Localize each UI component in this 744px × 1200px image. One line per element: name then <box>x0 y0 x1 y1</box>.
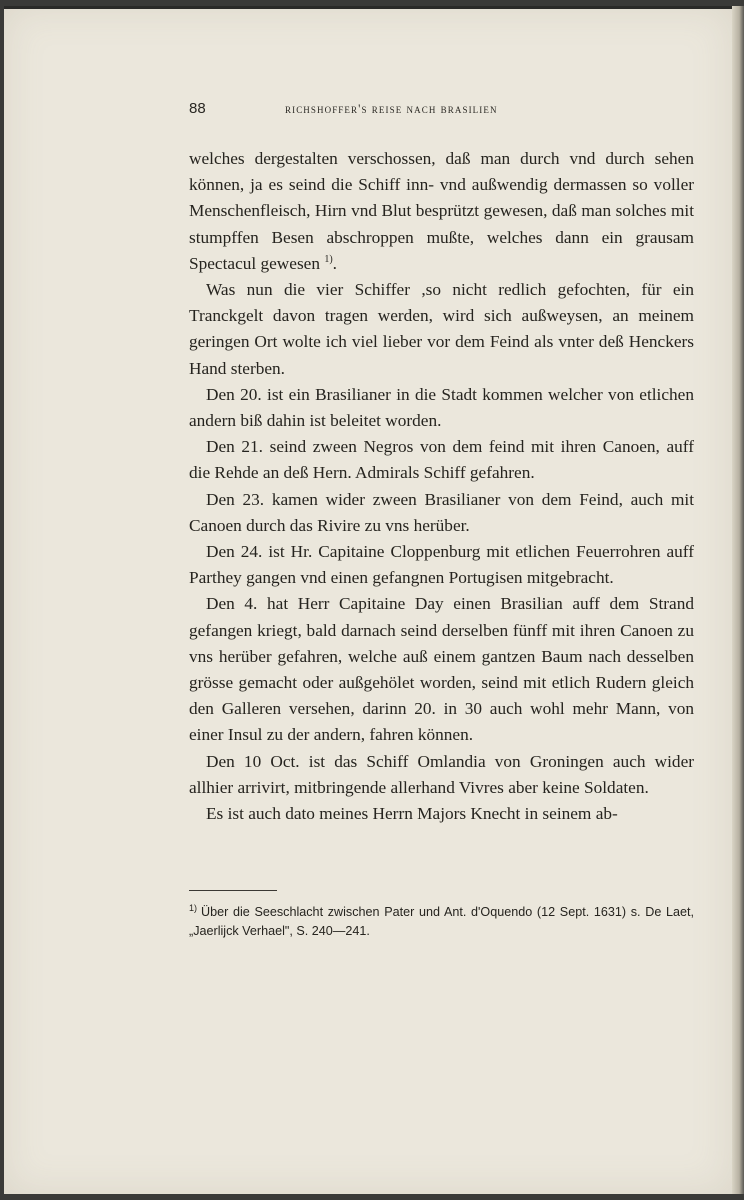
running-title: richshoffer's reise nach brasilien <box>285 102 498 116</box>
page-header <box>189 100 694 126</box>
footnote-divider <box>189 890 277 891</box>
footnote <box>189 903 694 941</box>
body-text <box>189 146 694 827</box>
paragraph: Den 4. hat Herr Capitaine Day einen Brasilian auff dem Strand gefangen kriegt, bald darnach seind derselben fünff mit ihren Canoen zu vns herüber gefahren, welche auß einem gantzen Baum nach desselben grösse gemacht oder außgehölet worden, seind mit etlich Rudern gleich den Galleren versehen, darinn 20. in 30 auch wohl mehr Mann, von einer Insul zu der andern, fahren können. <box>189 594 694 745</box>
paragraph: Den 24. ist Hr. Capitaine Cloppenburg mit etlichen Feuerrohren auff Parthey gangen vnd einen gefangnen Portugisen mitgebracht. <box>189 542 694 588</box>
paragraph: Den 21. seind zween Negros von dem feind mit ihren Canoen, auff die Rehde an deß Hern. Admirals Schiff gefahren. <box>189 437 694 483</box>
paragraph-text-end: . <box>332 253 337 273</box>
paragraph: Was nun die vier Schiffer ,so nicht redlich gefochten, für ein Tranckgelt davon tragen werden, wird sich außweysen, an meinem geringen Ort wolte ich viel lieber vor dem Feind als vnter deß Henckers Hand sterben. <box>189 280 694 378</box>
footnote-reference: 1) <box>324 254 333 266</box>
paragraph-text: welches dergestalten verschossen, daß man durch vnd durch sehen können, ja es seind die Schiff inn- vnd außwendig dermassen so voller Menschenfleisch, Hirn vnd Blut besprützt gewesen, daß man solches mit stumpffen Besen abschroppen mußte, welches dann ein grausam Spectacul gewesen <box>189 149 694 273</box>
footnote-text: Über die Seeschlacht zwischen Pater und Ant. d'Oquendo (12 Sept. 1631) s. De Laet, „Jaerlijck Verhael", S. 240—241. <box>189 905 694 938</box>
footnote-marker: 1) <box>189 902 198 913</box>
paragraph: Es ist auch dato meines Herrn Majors Knecht in seinem ab- <box>206 804 618 824</box>
page-edge <box>732 6 744 1194</box>
paragraph: Den 20. ist ein Brasilianer in die Stadt kommen welcher von etlichen andern biß dahin ist beleitet worden. <box>189 384 694 431</box>
paragraph: Den 23. kamen wider zween Brasilianer von dem Feind, auch mit Canoen durch das Rivire zu vns herüber. <box>189 489 694 535</box>
paragraph <box>189 146 694 277</box>
page-top-border <box>4 6 732 9</box>
paragraph: Den 10 Oct. ist das Schiff Omlandia von Groningen auch wider allhier arrivirt, mitbringende allerhand Vivres aber keine Soldaten. <box>189 751 694 797</box>
page-number: 88 <box>189 100 206 117</box>
